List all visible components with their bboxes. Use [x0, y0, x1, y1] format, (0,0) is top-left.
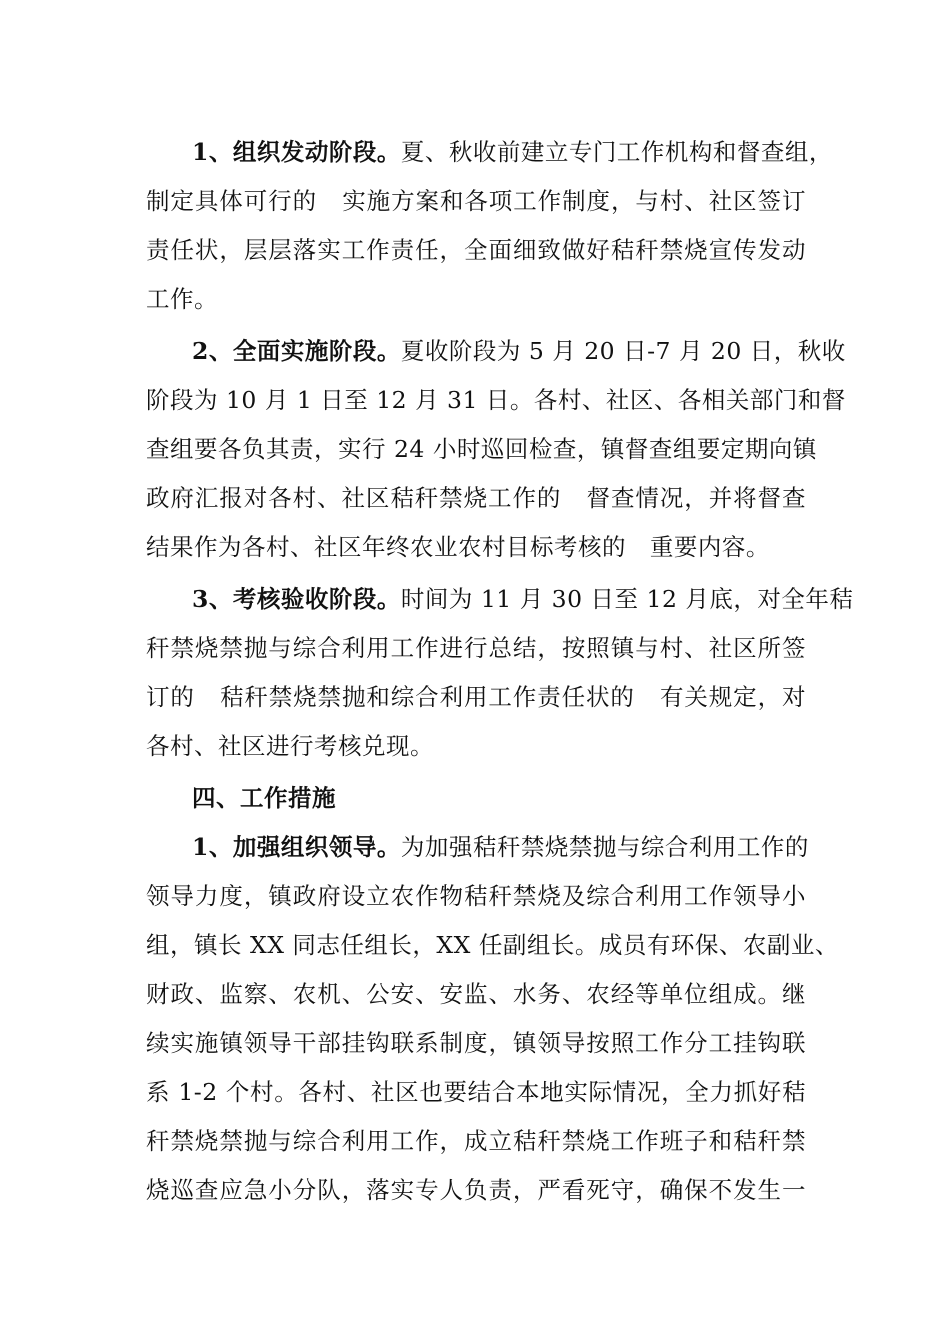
paragraph-line: 查组要各负其责，实行 24 小时巡回检查，镇督查组要定期向镇: [146, 435, 817, 463]
paragraph-line: 阶段为 10 月 1 日至 12 月 31 日。各村、社区、各相关部门和督: [146, 386, 846, 414]
paragraph-line: 秆禁烧禁抛与综合利用工作，成立秸秆禁烧工作班子和秸秆禁: [146, 1127, 806, 1155]
paragraph-text: 夏、秋收前建立专门工作机构和督查组，: [400, 138, 833, 166]
paragraph-line: 各村、社区进行考核兑现。: [146, 732, 434, 760]
paragraph-line: 结果作为各村、社区年终农业农村目标考核的 重要内容。: [146, 533, 770, 561]
paragraph-line: [192, 331, 846, 371]
paragraph-line: [192, 827, 809, 867]
section-title: 四、工作措施: [192, 784, 336, 812]
paragraph-line: 制定具体可行的 实施方案和各项工作制度，与村、社区签订: [146, 187, 806, 215]
paragraph-text: 夏收阶段为 5 月 20 日-7 月 20 日，秋收: [400, 337, 846, 365]
paragraph-line: 秆禁烧禁抛与综合利用工作进行总结，按照镇与村、社区所签: [146, 634, 806, 662]
paragraph-heading: 1、组织发动阶段。: [192, 138, 401, 166]
paragraph-heading: 3、考核验收阶段。: [192, 585, 401, 613]
paragraph-line: 组，镇长 XX 同志任组长，XX 任副组长。成员有环保、农副业、: [146, 931, 839, 959]
paragraph-line: 订的 秸秆禁烧禁抛和综合利用工作责任状的 有关规定，对: [146, 683, 806, 711]
paragraph-line: 烧巡查应急小分队，落实专人负责，严看死守，确保不发生一: [146, 1176, 806, 1204]
paragraph-heading: 2、全面实施阶段。: [192, 337, 401, 365]
paragraph-line: 责任状，层层落实工作责任，全面细致做好秸秆禁烧宣传发动: [146, 236, 806, 264]
paragraph-line: [192, 579, 854, 619]
paragraph-line: 领导力度，镇政府设立农作物秸秆禁烧及综合利用工作领导小: [146, 882, 806, 910]
paragraph-line: 工作。: [146, 285, 218, 313]
paragraph-line: 续实施镇领导干部挂钩联系制度，镇领导按照工作分工挂钩联: [146, 1029, 806, 1057]
paragraph-line: 系 1-2 个村。各村、社区也要结合本地实际情况，全力抓好秸: [146, 1078, 806, 1106]
paragraph-text: 为加强秸秆禁烧禁抛与综合利用工作的: [400, 833, 809, 861]
paragraph-line: 政府汇报对各村、社区秸秆禁烧工作的 督查情况，并将督查: [146, 484, 806, 512]
paragraph-line: [192, 132, 833, 172]
paragraph-text: 时间为 11 月 30 日至 12 月底，对全年秸: [400, 585, 854, 613]
paragraph-line: 财政、监察、农机、公安、安监、水务、农经等单位组成。继: [146, 980, 806, 1008]
paragraph-heading: 1、加强组织领导。: [192, 833, 401, 861]
